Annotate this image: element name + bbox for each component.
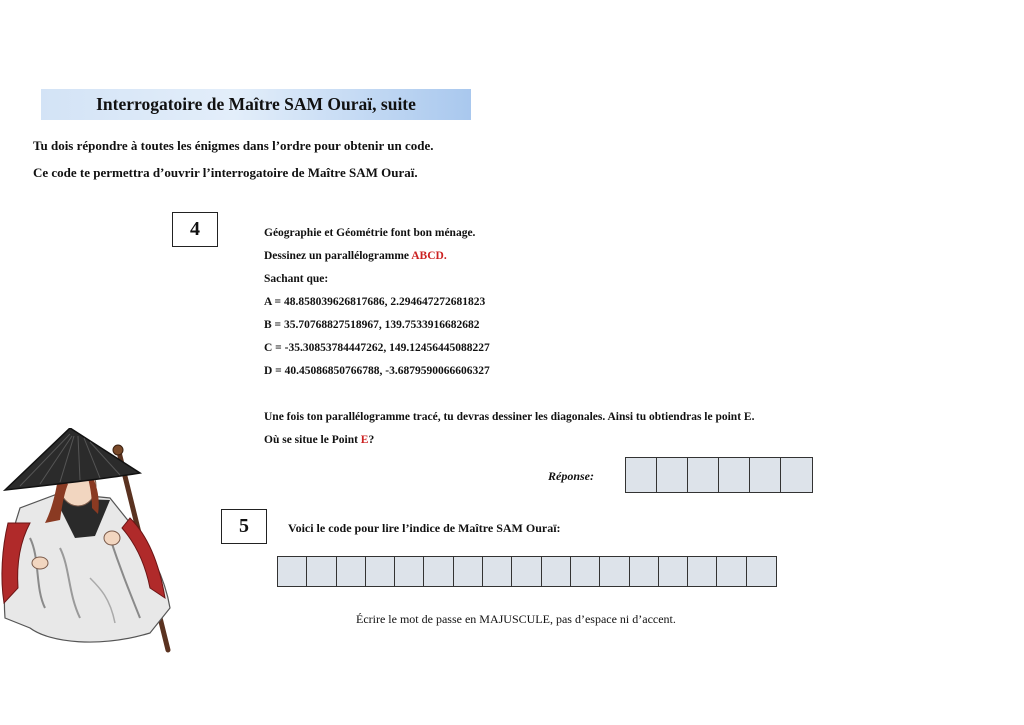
question-5-text: Voici le code pour lire l’indice de Maître SAM Ouraï: (288, 521, 561, 535)
point-a-coordinates: A = 48.858039626817686, 2.294647272681823 (264, 296, 486, 308)
question-4-line-5-end: ? (368, 434, 375, 446)
answer-label: Réponse: (548, 469, 594, 483)
code-cell[interactable] (600, 557, 629, 586)
code-cell[interactable] (454, 557, 483, 586)
answer-cell[interactable] (750, 458, 781, 492)
code-cell[interactable] (483, 557, 512, 586)
code-grid[interactable] (277, 556, 777, 587)
code-cell[interactable] (717, 557, 746, 586)
code-cell[interactable] (278, 557, 307, 586)
code-cell[interactable] (571, 557, 600, 586)
question-4-line-5-text: Où se situe le Point (264, 434, 361, 446)
answer-grid[interactable] (625, 457, 813, 493)
point-e-label: E (360, 434, 369, 446)
answer-cell[interactable] (719, 458, 750, 492)
code-cell[interactable] (747, 557, 776, 586)
question-4-line-2-text: Dessinez un parallélogramme (264, 250, 412, 262)
intro-line-1: Tu dois répondre à toutes les énigmes dans l’ordre pour obtenir un code. (33, 138, 434, 153)
question-4-number-box (172, 212, 218, 247)
code-cell[interactable] (630, 557, 659, 586)
point-c-coordinates: C = -35.30853784447262, 149.12456445088227 (264, 342, 490, 354)
code-cell[interactable] (307, 557, 336, 586)
code-cell[interactable] (395, 557, 424, 586)
answer-cell[interactable] (781, 458, 812, 492)
answer-cell[interactable] (688, 458, 719, 492)
question-5-number-box (221, 509, 267, 544)
question-4-line-5 (264, 434, 374, 446)
code-cell[interactable] (542, 557, 571, 586)
parallelogram-name: ABCD. (411, 250, 447, 262)
question-4-line-1: Géographie et Géométrie font bon ménage. (264, 227, 476, 239)
code-cell[interactable] (659, 557, 688, 586)
question-5-number: 5 (239, 515, 249, 537)
question-4-line-3: Sachant que: (264, 273, 329, 285)
answer-cell[interactable] (657, 458, 688, 492)
code-cell[interactable] (424, 557, 453, 586)
title-banner (41, 89, 471, 120)
code-cell[interactable] (688, 557, 717, 586)
question-4-line-2 (264, 250, 447, 262)
point-b-coordinates: B = 35.70768827518967, 139.7533916682682 (264, 319, 480, 331)
code-cell[interactable] (337, 557, 366, 586)
page-title: Interrogatoire de Maître SAM Ouraï, suite (96, 94, 416, 114)
point-d-coordinates: D = 40.45086850766788, -3.6879590066606327 (264, 365, 490, 377)
code-cell[interactable] (366, 557, 395, 586)
code-cell[interactable] (512, 557, 541, 586)
intro-line-2: Ce code te permettra d’ouvrir l’interrogatoire de Maître SAM Ouraï. (33, 165, 418, 180)
question-4-line-4: Une fois ton parallélogramme tracé, tu devras dessiner les diagonales. Ainsi tu obtiendras le point E. (264, 411, 755, 423)
samurai-illustration (0, 428, 180, 653)
footer-note: Écrire le mot de passe en MAJUSCULE, pas d’espace ni d’accent. (356, 612, 676, 626)
answer-cell[interactable] (626, 458, 657, 492)
question-4-number: 4 (190, 218, 200, 240)
